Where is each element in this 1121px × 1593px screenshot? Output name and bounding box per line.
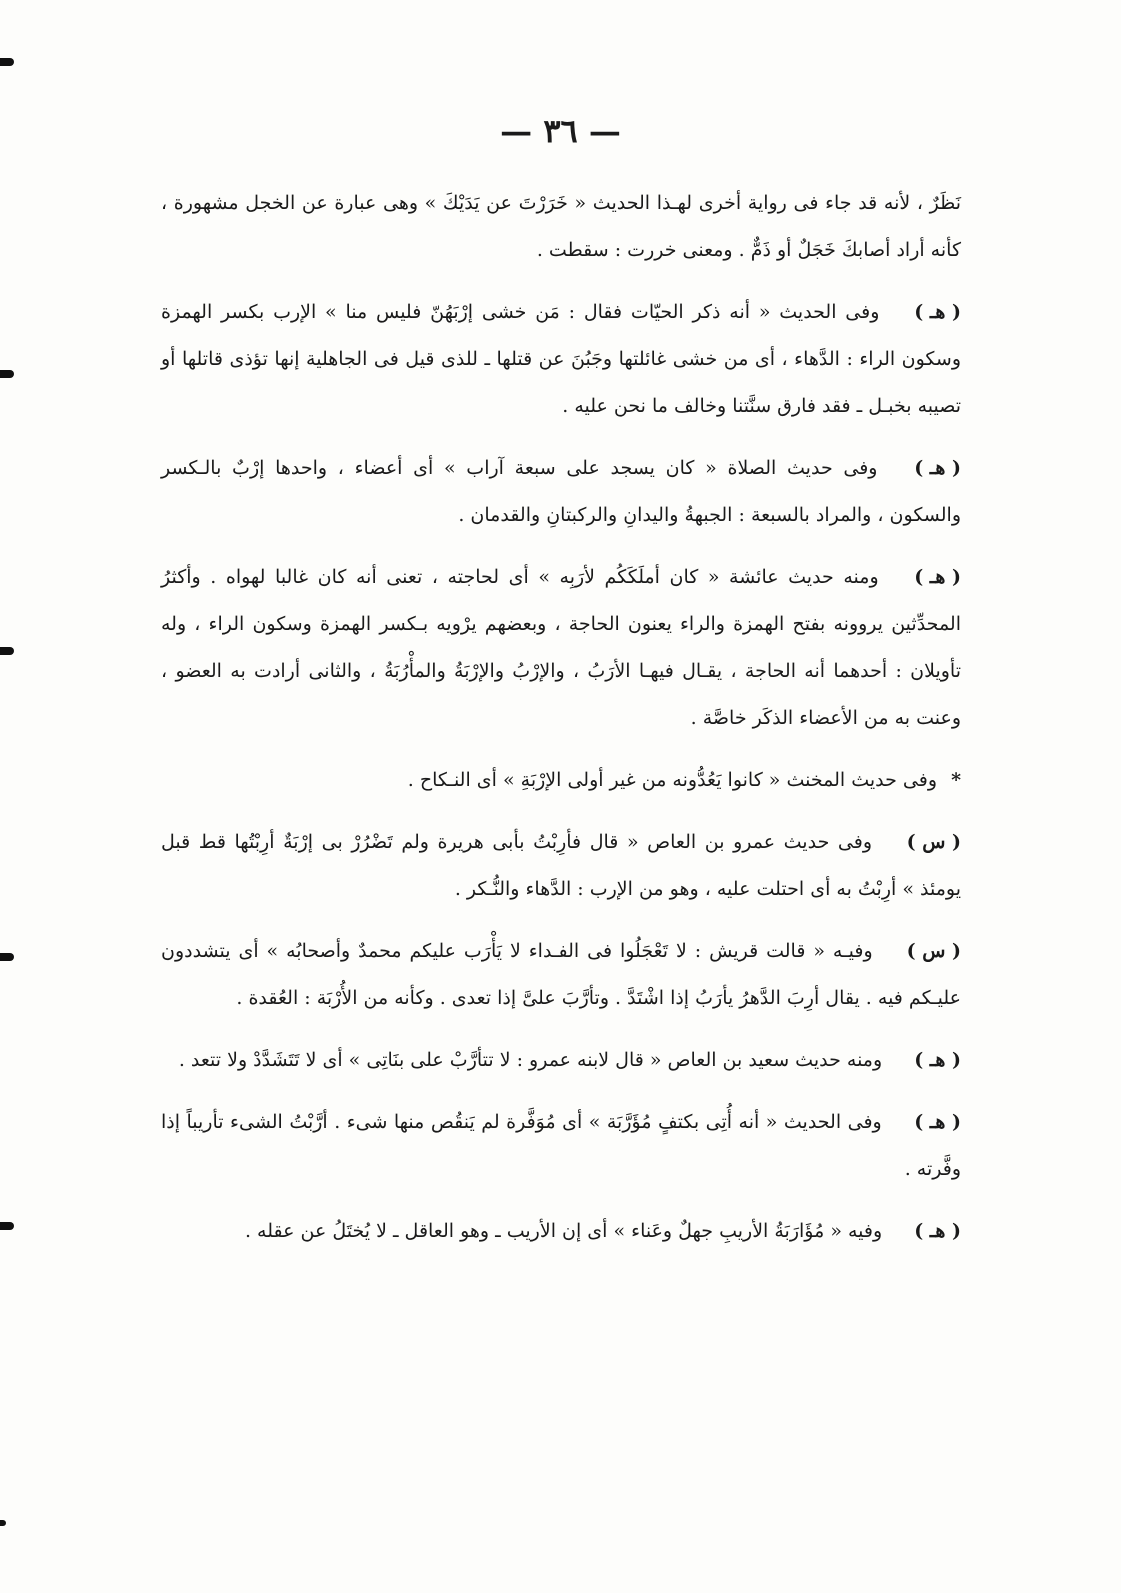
paragraph-marker: ( هـ ) xyxy=(914,1220,961,1242)
paragraph xyxy=(161,1037,961,1084)
paragraph xyxy=(161,289,961,430)
scan-mark xyxy=(0,58,14,66)
paragraph-marker: ( س ) xyxy=(906,940,961,962)
paragraph-marker: ( س ) xyxy=(906,831,961,853)
paragraph xyxy=(161,928,961,1022)
paragraph xyxy=(161,757,961,804)
page-number: — ٣٦ — xyxy=(500,112,621,150)
page-body xyxy=(161,180,961,1270)
scan-mark xyxy=(0,647,14,655)
scan-mark xyxy=(0,1520,6,1526)
paragraph xyxy=(161,554,961,742)
paragraph-marker: ( هـ ) xyxy=(914,1049,961,1071)
paragraph-text: وفى الحديث « أنه ذكر الحيّات فقال : مَن خشى إرْبَهُنّ فليس منا » الإرب بكسر الهمزة وسكون الراء : الدَّهاء ، أى من خشى غائلتها وجَبُنَ عن قتلها ـ للذى قيل فى الجاهلية إنها تؤذى قاتلها أو تصيبه بخبـل ـ فقد فارق سنَّتنا وخالف ما نحن عليه . xyxy=(161,301,961,417)
paragraph xyxy=(161,445,961,539)
paragraph-text: وفى حديث الصلاة « كان يسجد على سبعة آراب » أى أعضاء ، واحدها إرْبٌ بالـكسر والسكون ، والمراد بالسبعة : الجبهةُ واليدانِ والركبتانِ والقدمان . xyxy=(161,457,961,526)
paragraph-text: وفى حديث المخنث « كانوا يَعُدُّونه من غير أولى الإرْبَةِ » أى النـكاح . xyxy=(407,769,938,791)
paragraph xyxy=(161,819,961,913)
paragraph-text: ومنه حديث عائشة « كان أملَكَكُم لأرَبِه » أى لحاجته ، تعنى أنه كان غالبا لهواه . وأكثرُ المحدِّثين يروونه بفتح الهمزة والراء يعنون الحاجة ، وبعضهم يرْويه بـكسر الهمزة وسكون الراء ، وله تأويلان : أحدهما أنه الحاجة ، يقـال فيهـا الأرَبُ ، والإرْبُ والإرْبَةُ والمأْرُبَةُ ، والثانى أرادت به العضو ، وعنت به من الأعضاء الذكَر خاصَّة . xyxy=(161,566,961,729)
paragraph-text: ومنه حديث سعيد بن العاص « قال لابنه عمرو : لا تتأرَّبْ على بنَاتِى » أى لا تَتَشَدَّدْ ولا تتعد . xyxy=(178,1049,883,1071)
paragraph xyxy=(161,180,961,274)
scan-mark xyxy=(0,953,14,961)
paragraph-text: وفيـه « قالت قريش : لا تَعْجَلُوا فى الفـداء لا يَأْرَب عليكم محمدٌ وأصحابُه » أى يتشددون عليـكم فيه . يقال أرِبَ الدَّهرُ يأرَبُ إذا اشْتَدَّ . وتأرَّبَ علىَّ إذا تعدى . وكأنه من الأُرْبَة : العُقدة . xyxy=(161,940,961,1009)
paragraph-marker: ( هـ ) xyxy=(914,566,961,588)
scan-mark xyxy=(0,370,14,378)
paragraph-marker: * xyxy=(951,769,961,791)
scan-mark xyxy=(0,1222,14,1230)
paragraph-text: وفى حديث عمرو بن العاص « قال فأرِبْتُ بأبى هريرة ولم تَضْرُرْ بى إرْبَةٌ أرِبْتُها قط قبل يومئذ » أرِبْتُ به أى احتلت عليه ، وهو من الإرب : الدَّهاء والنُّـكر . xyxy=(161,831,961,900)
paragraph-text: نَظَرٌ ، لأنه قد جاء فى رواية أخرى لهـذا الحديث « خَرَرْتَ عن يَدَيْكَ » وهى عبارة عن الخجل مشهورة ، كأنه أراد أصابكَ خَجَلٌ أو ذَمٌّ . ومعنى خررت : سقطت . xyxy=(161,192,961,261)
paragraph xyxy=(161,1099,961,1193)
paragraph-marker: ( هـ ) xyxy=(914,301,962,323)
paragraph xyxy=(161,1208,961,1255)
paragraph-text: وفى الحديث « أنه أُتِى بكتفٍ مُؤَرَّبَة » أى مُوَفَّرة لم يَنقُص منها شىء . أرَّبْتُ الشىء تأريباً إذا وفَّرته . xyxy=(161,1111,961,1180)
scan-margin-marks xyxy=(0,0,30,1593)
paragraph-marker: ( هـ ) xyxy=(914,1111,961,1133)
paragraph-text: وفيه « مُؤَارَبَةُ الأريبِ جهلٌ وعَناء » أى إن الأريب ـ وهو العاقل ـ لا يُختَلُ عن عقله . xyxy=(244,1220,883,1242)
paragraph-marker: ( هـ ) xyxy=(914,457,961,479)
